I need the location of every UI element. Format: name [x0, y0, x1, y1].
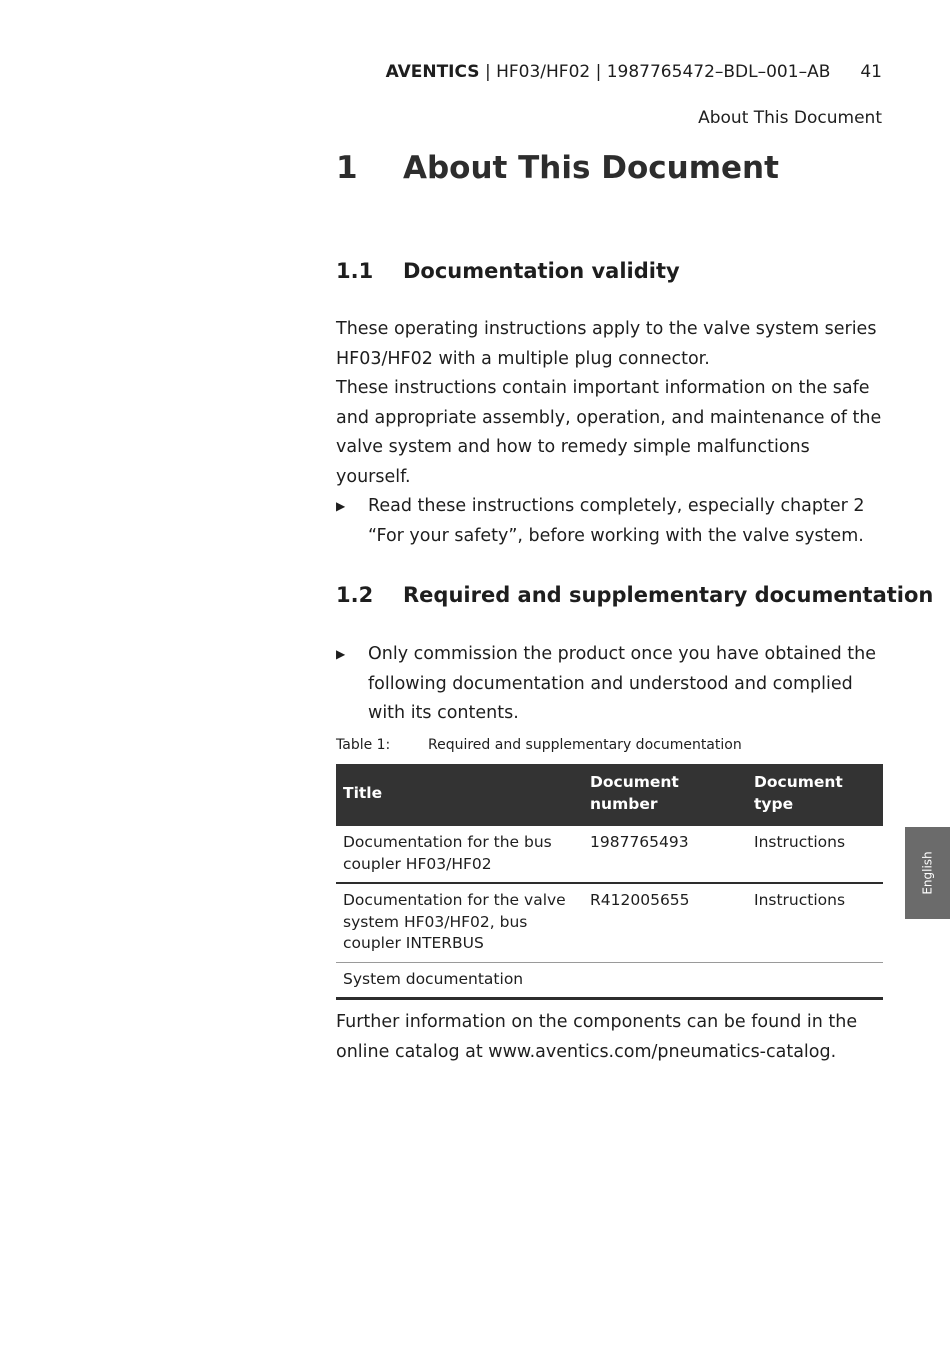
table-header-row: [336, 764, 883, 826]
table-row: [336, 826, 883, 883]
paragraph: Further information on the components can be found in the online catalog at www.aventics.com/pneumatics-catalog.: [336, 1012, 858, 1062]
language-tab-label: English: [920, 851, 935, 895]
table-row: [336, 962, 883, 999]
bullet-text: Read these instructions completely, especially chapter 2 “For your safety”, before working with the valve system.: [368, 496, 865, 546]
table-cell: Instructions: [747, 826, 883, 883]
section-number: 1.1: [336, 259, 374, 283]
page-number: 41: [860, 62, 882, 82]
chapter-heading: [336, 150, 779, 186]
bullet-text: Only commission the product once you have obtained the following documentation and understood and complied with its contents.: [368, 644, 877, 723]
page-header: [386, 62, 882, 82]
table-cell: [747, 962, 883, 999]
table-cell: 1987765493: [583, 826, 747, 883]
documentation-table: [336, 764, 883, 1000]
table-cell: System documentation: [336, 962, 583, 999]
instruction-bullet: [336, 640, 884, 729]
running-section-title: About This Document: [698, 108, 882, 128]
brand-name: AVENTICS: [385, 62, 480, 82]
table-cell: R412005655: [583, 883, 747, 962]
instruction-bullet: [336, 492, 884, 551]
bullet-arrow-icon: ▶: [336, 647, 346, 661]
section-title: Required and supplementary documentation: [403, 583, 934, 607]
section-1-2-body: [336, 640, 884, 729]
section-heading-1-1: [336, 259, 680, 283]
table-caption-text: Required and supplementary documentation: [428, 737, 742, 753]
chapter-title: About This Document: [403, 150, 779, 186]
table-cell: Documentation for the valve system HF03/HF02, bus coupler INTERBUS: [336, 883, 583, 962]
document-reference: | HF03/HF02 | 1987765472–BDL–001–AB: [479, 62, 831, 82]
column-header-document-type: Document type: [747, 764, 883, 826]
table-caption: [336, 737, 742, 753]
table-row: [336, 883, 883, 962]
table-cell: [583, 962, 747, 999]
language-tab: [905, 827, 950, 919]
paragraph: These operating instructions apply to the valve system series HF03/HF02 with a multiple plug connector.: [336, 319, 877, 369]
paragraph: These instructions contain important information on the safe and appropriate assembly, operation, and maintenance of the valve system and how to remedy simple malfunctions yourself.: [336, 378, 882, 487]
table-cell: Documentation for the bus coupler HF03/HF02: [336, 826, 583, 883]
further-information-paragraph: [336, 1008, 884, 1067]
column-header-title: Title: [336, 764, 583, 826]
table-caption-label: Table 1:: [336, 737, 391, 753]
section-number: 1.2: [336, 583, 374, 607]
section-title: Documentation validity: [403, 259, 680, 283]
table-cell: Instructions: [747, 883, 883, 962]
column-header-document-number: Document number: [583, 764, 747, 826]
section-1-1-body: [336, 315, 884, 551]
chapter-number: 1: [336, 150, 358, 186]
bullet-arrow-icon: ▶: [336, 499, 346, 513]
section-heading-1-2: [336, 583, 933, 607]
